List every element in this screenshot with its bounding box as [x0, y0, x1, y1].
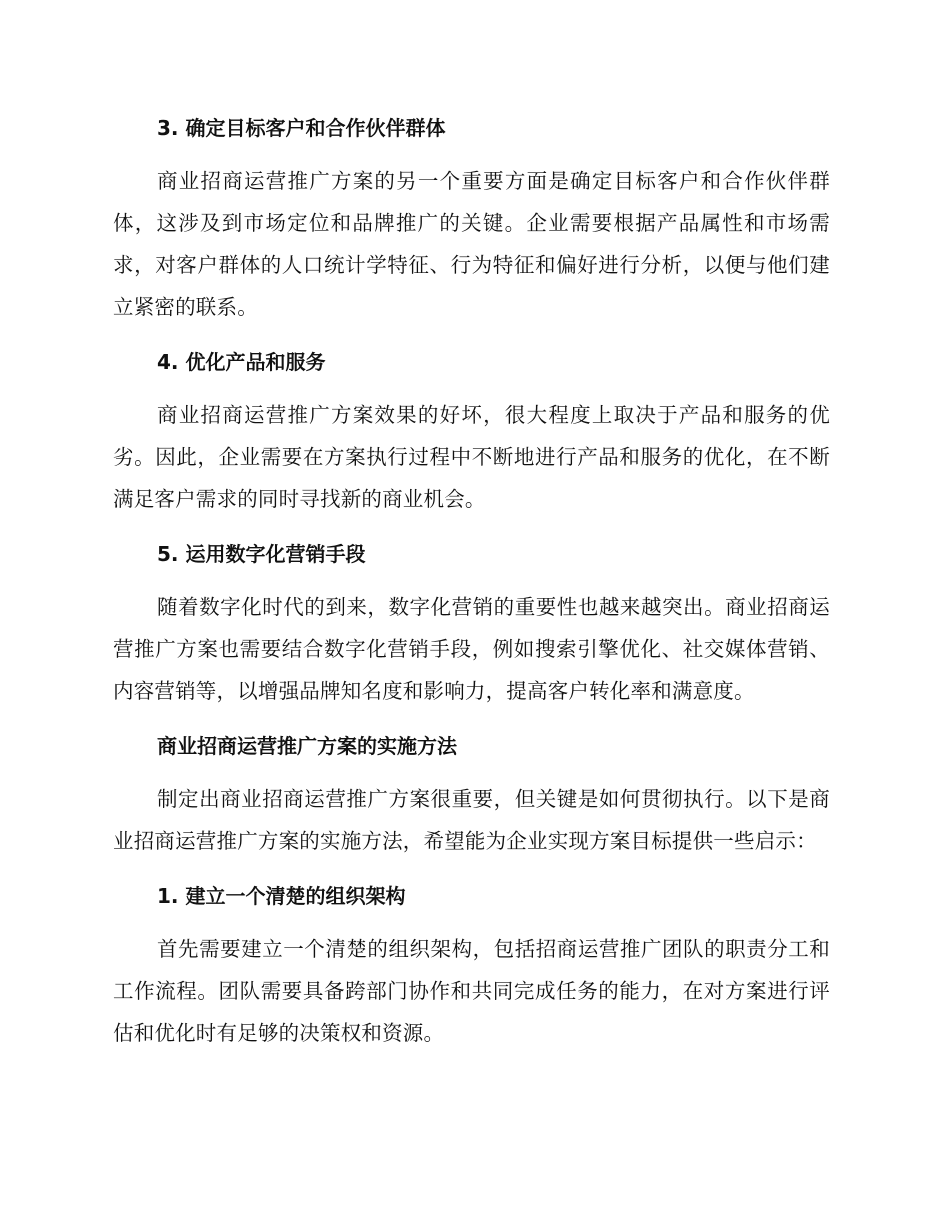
document-body — [113, 108, 830, 1054]
section-paragraph-target-customers: 商业招商运营推广方案的另一个重要方面是确定目标客户和合作伙伴群体，这涉及到市场定位和品牌推广的关键。企业需要根据产品属性和市场需求，对客户群体的人口统计学特征、行为特征和偏好进行分析，以便与他们建立紧密的联系。 — [113, 169, 830, 319]
section-heading-digital-marketing: 5. 运用数字化营销手段 — [157, 542, 366, 566]
section-paragraph-optimize-products: 商业招商运营推广方案效果的好坏，很大程度上取决于产品和服务的优劣。因此，企业需要在方案执行过程中不断地进行产品和服务的优化，在不断满足客户需求的同时寻找新的商业机会。 — [113, 403, 830, 511]
section-heading-implementation-methods: 商业招商运营推广方案的实施方法 — [157, 734, 457, 758]
section-paragraph-org-structure: 首先需要建立一个清楚的组织架构，包括招商运营推广团队的职责分工和工作流程。团队需要具备跨部门协作和共同完成任务的能力，在对方案进行评估和优化时有足够的决策权和资源。 — [113, 937, 830, 1045]
section-paragraph-digital-marketing: 随着数字化时代的到来，数字化营销的重要性也越来越突出。商业招商运营推广方案也需要结合数字化营销手段，例如搜索引擎优化、社交媒体营销、内容营销等，以增强品牌知名度和影响力，提高客户转化率和满意度。 — [113, 595, 830, 703]
section-paragraph-implementation-methods: 制定出商业招商运营推广方案很重要，但关键是如何贯彻执行。以下是商业招商运营推广方案的实施方法，希望能为企业实现方案目标提供一些启示： — [113, 787, 830, 853]
section-heading-optimize-products: 4. 优化产品和服务 — [157, 350, 326, 374]
section-heading-org-structure: 1. 建立一个清楚的组织架构 — [157, 884, 406, 908]
section-heading-target-customers: 3. 确定目标客户和合作伙伴群体 — [157, 116, 446, 140]
